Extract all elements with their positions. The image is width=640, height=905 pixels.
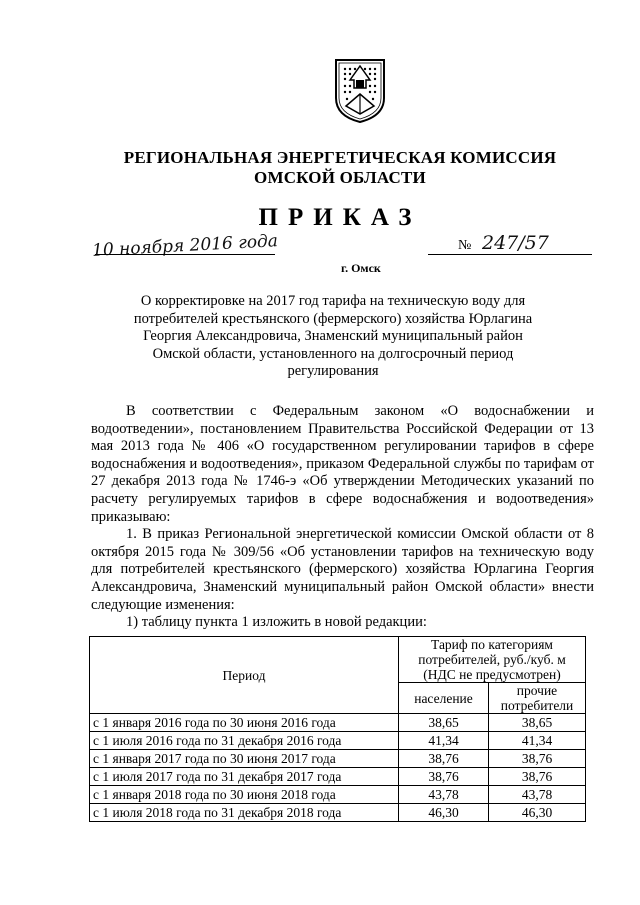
row-population-value: 38,76 [399, 768, 489, 786]
row-other-value: 38,76 [489, 750, 586, 768]
handwritten-order-number: 247/57 [482, 232, 549, 254]
table-header-population: население [399, 683, 489, 714]
row-other-value: 46,30 [489, 804, 586, 822]
table-row [90, 804, 586, 822]
organization-name-line1: РЕГИОНАЛЬНАЯ ЭНЕРГЕТИЧЕСКАЯ КОМИССИЯ [123, 148, 557, 167]
row-period: с 1 января 2017 года по 30 июня 2017 года [90, 750, 399, 768]
table-row [90, 750, 586, 768]
document-type-title: ПРИКАЗ [258, 204, 422, 231]
table-row [90, 714, 586, 732]
organization-name-line2: ОМСКОЙ ОБЛАСТИ [254, 168, 426, 187]
city-label: г. Омск [341, 261, 381, 275]
number-sign: № [458, 238, 472, 253]
omsk-region-coat-of-arms [334, 58, 386, 124]
row-period: с 1 июля 2017 года по 31 декабря 2017 года [90, 768, 399, 786]
row-period: с 1 января 2016 года по 30 июня 2016 года [90, 714, 399, 732]
row-period: с 1 июля 2018 года по 31 декабря 2018 года [90, 804, 399, 822]
tariff-table [89, 636, 586, 822]
row-other-value: 38,65 [489, 714, 586, 732]
table-header-other: прочие потребители [489, 683, 586, 714]
row-other-value: 41,34 [489, 732, 586, 750]
row-other-value: 38,76 [489, 768, 586, 786]
table-row [90, 732, 586, 750]
row-population-value: 46,30 [399, 804, 489, 822]
row-population-value: 38,76 [399, 750, 489, 768]
order-body [91, 403, 594, 632]
table-row [90, 768, 586, 786]
row-population-value: 41,34 [399, 732, 489, 750]
table-header-tariff: Тариф по категориям потребителей, руб./куб. м (НДС не предусмотрен) [399, 637, 586, 683]
coat-of-arms-icon [334, 58, 386, 124]
date-underline [95, 254, 275, 255]
table-row [90, 786, 586, 804]
body-paragraph-preamble: В соответствии с Федеральным законом «О водоснабжении и водоотведении», постановлением Правительства Российской Федерации от 13 мая 2013 года № 406 «О государственном регулировании тарифов в сфере водоснабжения и водоотведения», приказом Федеральной службы по тарифам от 27 декабря 2013 года № 1746-э «Об утверждении Методических указаний по расчету регулируемых тарифов в сфере водоснабжения и водоотведения» приказываю: [91, 403, 594, 525]
body-paragraph-subitem-1: 1) таблицу пункта 1 изложить в новой редакции: [126, 614, 427, 631]
row-other-value: 43,78 [489, 786, 586, 804]
body-paragraph-item-1: 1. В приказ Региональной энергетической комиссии Омской области от 8 октября 2015 года № 309/56 «Об установлении тарифов на техническую воду для потребителей крестьянского (фермерского) хозяйства Юрлагина Георгия Александровича, Знаменский муниципальный район Омской области» внести следующие изменения: [91, 526, 594, 613]
row-population-value: 43,78 [399, 786, 489, 804]
number-underline [428, 254, 592, 255]
order-subject: О корректировке на 2017 год тарифа на техническую воду для потребителей крестьянского (фермерского) хозяйства Юрлагина Георгия Александровича, Знаменский муниципальный район Омской области, установленного на долгосрочный период регулирования [133, 293, 533, 380]
handwritten-date: 10 ноября 2016 года [91, 231, 279, 261]
row-period: с 1 января 2018 года по 30 июня 2018 года [90, 786, 399, 804]
row-period: с 1 июля 2016 года по 31 декабря 2016 года [90, 732, 399, 750]
row-population-value: 38,65 [399, 714, 489, 732]
table-header-period: Период [90, 637, 399, 714]
